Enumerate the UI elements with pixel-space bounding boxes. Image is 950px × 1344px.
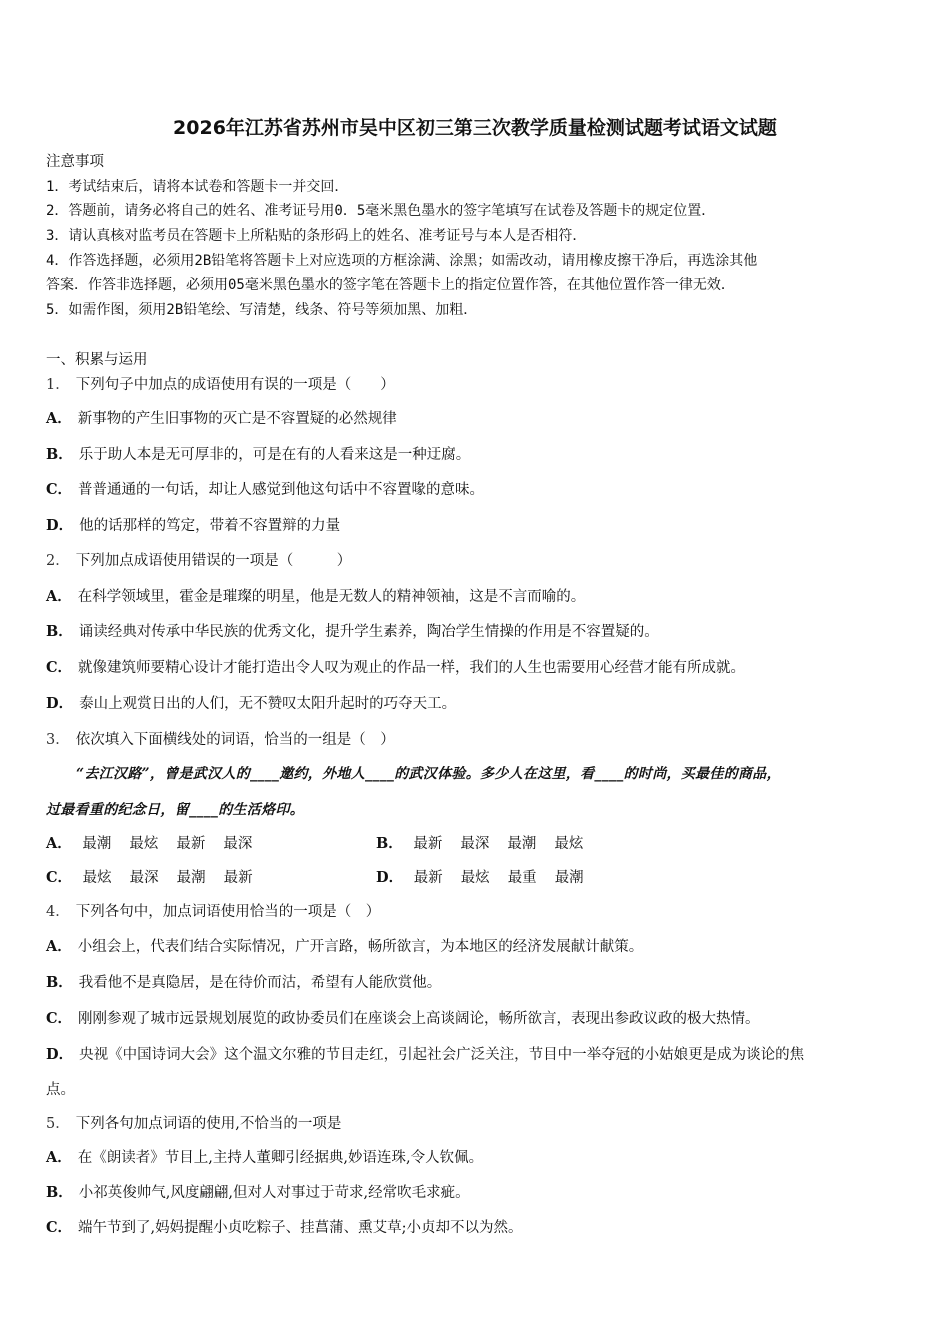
option-text: 小祁英俊帅气,风度翩翩,但对人对事过于苛求,经常吹毛求疵。 <box>78 1185 470 1201</box>
option-label: B． <box>46 974 73 991</box>
q5-option-a <box>46 1148 483 1168</box>
option-text: 我看他不是真隐居，是在待价而沽，希望有人能欣赏他。 <box>78 975 442 991</box>
option-label: B． <box>46 446 73 463</box>
option-text: 央视《中国诗词大会》这个温文尔雅的节目走红，引起社会广泛关注，节目中一举夺冠的小姑娘更是成为谈论的焦 <box>79 1047 805 1063</box>
option-text: 就像建筑师要精心设计才能打造出令人叹为观止的作品一样，我们的人生也需要用心经营才能有所成就。 <box>78 660 746 676</box>
option-label: A． <box>46 835 72 852</box>
option-label: B． <box>376 835 403 852</box>
option-word: 最炫 <box>82 870 112 886</box>
option-label: A． <box>46 410 72 427</box>
q1-option-c <box>46 480 484 500</box>
question-number: 1． <box>46 377 70 393</box>
q1-option-a <box>46 409 397 429</box>
option-word: 最新 <box>413 836 443 852</box>
question-number: 4． <box>46 904 70 920</box>
question-text: 依次填入下面横线处的词语，恰当的一组是（ ） <box>75 732 395 748</box>
option-label: C． <box>46 1010 73 1027</box>
option-label: C． <box>46 869 73 886</box>
option-word: 最新 <box>176 836 206 852</box>
q3-option-a <box>46 834 270 854</box>
q4-option-d-continued: 点。 <box>46 1082 75 1098</box>
option-label: A． <box>46 938 72 955</box>
option-word: 最炫 <box>129 836 159 852</box>
q4-option-c <box>46 1009 760 1029</box>
question-3-stem <box>46 730 395 750</box>
option-word: 最深 <box>129 870 159 886</box>
option-text: 小组会上，代表们结合实际情况，广开言路，畅所欲言，为本地区的经济发展献计献策。 <box>77 939 644 955</box>
option-word: 最潮 <box>176 870 206 886</box>
option-label: D． <box>376 869 404 886</box>
option-word: 最炫 <box>460 870 490 886</box>
option-text: 在《朗读者》节目上,主持人董卿引经据典,妙语连珠,令人钦佩。 <box>77 1150 484 1166</box>
question-2-stem <box>46 551 351 571</box>
q5-option-b <box>46 1183 470 1203</box>
q3-option-b <box>376 834 601 854</box>
question-number: 3． <box>46 732 70 748</box>
option-label: D． <box>46 1046 74 1063</box>
q3-passage-line-2: 过最看重的纪念日，留____的生活烙印。 <box>46 802 304 818</box>
q3-option-d <box>376 868 602 888</box>
notice-item: 1．考试结束后，请将本试卷和答题卡一并交回． <box>46 179 349 195</box>
option-label: B． <box>46 1184 73 1201</box>
question-5-stem <box>46 1114 341 1134</box>
option-word: 最深 <box>460 836 490 852</box>
q3-passage-line-1: “去江汉路”，曾是武汉人的____邀约，外地人____的武汉体验。多少人在这里，看____的时尚，买最佳的商品， <box>76 766 781 782</box>
option-label: B． <box>46 623 73 640</box>
option-word: 最重 <box>507 870 537 886</box>
notice-heading: 注意事项 <box>46 154 104 170</box>
q4-option-b <box>46 973 441 993</box>
question-number: 2． <box>46 553 70 569</box>
option-label: A． <box>46 1149 72 1166</box>
q4-option-a <box>46 937 643 957</box>
question-1-stem <box>46 375 395 395</box>
question-text: 下列句子中加点的成语使用有误的一项是（ ） <box>75 377 395 393</box>
option-text: 在科学领域里，霍金是璀璨的明星，他是无数人的精神领袖，这是不言而喻的。 <box>77 589 586 605</box>
option-text: 乐于助人本是无可厚非的，可是在有的人看来这是一种迂腐。 <box>78 447 471 463</box>
option-label: C． <box>46 1219 73 1236</box>
option-word: 最新 <box>413 870 443 886</box>
q2-option-a <box>46 587 585 607</box>
option-label: A． <box>46 588 72 605</box>
q1-option-b <box>46 445 470 465</box>
q4-option-d <box>46 1045 804 1065</box>
notice-item: 答案．作答非选择题，必须用05毫米黑色墨水的签字笔在答题卡上的指定位置作答，在其他位置作答一律无效． <box>46 277 735 293</box>
option-text: 诵读经典对传承中华民族的优秀文化，提升学生素养，陶冶学生情操的作用是不容置疑的。 <box>78 624 659 640</box>
option-word: 最潮 <box>554 870 584 886</box>
q5-option-c <box>46 1218 523 1238</box>
option-text: 普普通通的一句话，却让人感觉到他这句话中不容置喙的意味。 <box>78 482 485 498</box>
notice-item: 2．答题前，请务必将自己的姓名、准考证号用0．5毫米黑色墨水的签字笔填写在试卷及答题卡的规定位置． <box>46 203 716 219</box>
q2-option-d <box>46 694 456 714</box>
q1-option-d <box>46 516 340 536</box>
notice-item: 3．请认真核对监考员在答题卡上所粘贴的条形码上的姓名、准考证号与本人是否相符． <box>46 228 587 244</box>
option-label: C． <box>46 659 73 676</box>
option-text: 端午节到了,妈妈提醒小贞吃粽子、挂菖蒲、熏艾草;小贞却不以为然。 <box>78 1220 523 1236</box>
notice-item: 4．作答选择题，必须用2B铅笔将答题卡上对应选项的方框涂满、涂黑；如需改动，请用橡皮擦干净后，再选涂其他 <box>46 253 758 269</box>
option-word: 最潮 <box>82 836 112 852</box>
question-number: 5． <box>46 1116 70 1132</box>
option-text: 新事物的产生旧事物的灭亡是不容置疑的必然规律 <box>77 411 397 427</box>
option-text: 刚刚参观了城市远景规划展览的政协委员们在座谈会上高谈阔论，畅所欲言，表现出参政议政的极大热情。 <box>78 1011 760 1027</box>
notice-item: 5．如需作图，须用2B铅笔绘、写清楚，线条、符号等须加黑、加粗． <box>46 302 478 318</box>
option-text: 他的话那样的笃定，带着不容置辩的力量 <box>79 518 341 534</box>
page-title: 2026年江苏省苏州市吴中区初三第三次教学质量检测试题考试语文试题 <box>173 117 777 139</box>
option-word: 最深 <box>223 836 253 852</box>
question-4-stem <box>46 902 380 922</box>
section-heading: 一、积累与运用 <box>46 352 148 368</box>
option-label: D． <box>46 517 74 534</box>
q3-option-c <box>46 868 271 888</box>
question-text: 下列各句加点词语的使用,不恰当的一项是 <box>75 1116 342 1132</box>
question-text: 下列加点成语使用错误的一项是（ ） <box>75 553 352 569</box>
option-word: 最炫 <box>554 836 584 852</box>
option-word: 最潮 <box>507 836 537 852</box>
question-text: 下列各句中，加点词语使用恰当的一项是（ ） <box>75 904 381 920</box>
option-word: 最新 <box>223 870 253 886</box>
option-label: C． <box>46 481 73 498</box>
q2-option-c <box>46 658 745 678</box>
option-text: 泰山上观赏日出的人们，无不赞叹太阳升起时的巧夺天工。 <box>79 696 457 712</box>
q2-option-b <box>46 622 659 642</box>
option-label: D． <box>46 695 74 712</box>
